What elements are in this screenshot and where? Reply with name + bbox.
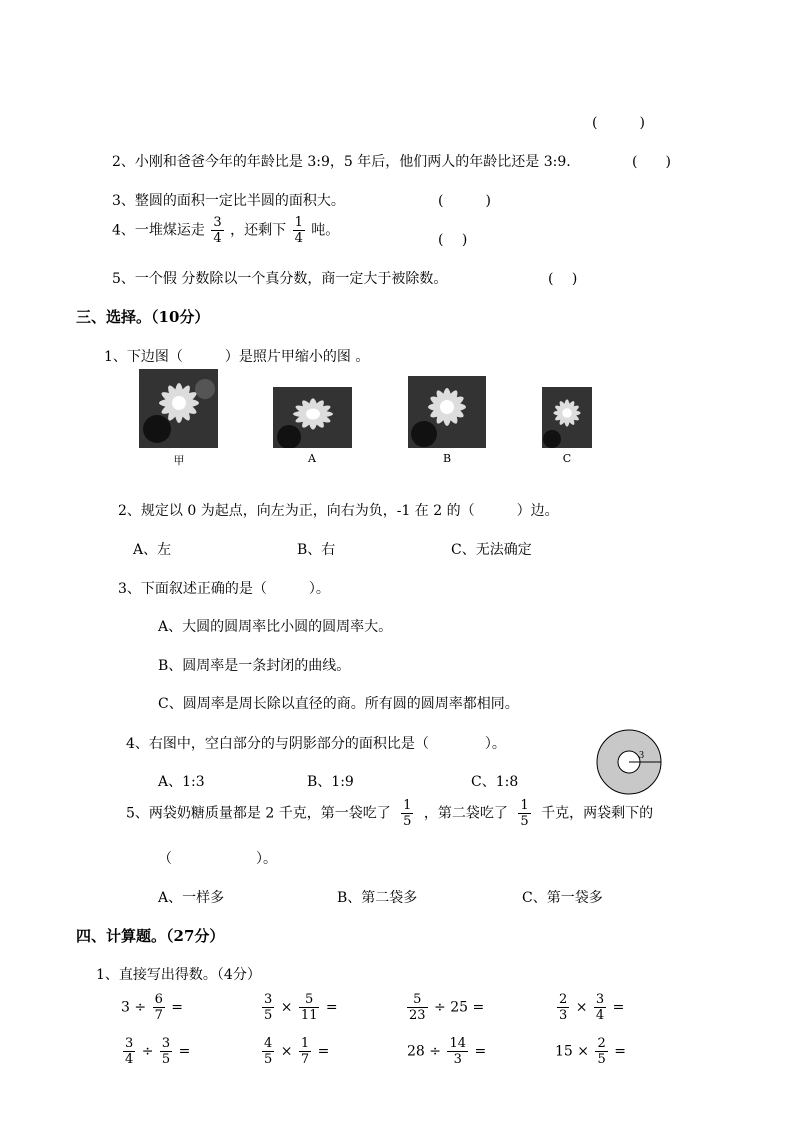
fraction <box>262 1036 274 1067</box>
fraction <box>211 215 223 246</box>
judge-item5-paren[interactable]: ( ) <box>548 271 578 287</box>
q3-option-b[interactable]: B、圆周率是一条封闭的曲线。 <box>158 658 351 674</box>
denominator: 5 <box>520 814 529 829</box>
denominator: 3 <box>559 1008 568 1023</box>
numerator: 5 <box>299 992 320 1008</box>
numerator: 3 <box>264 992 273 1007</box>
q5-option-b[interactable]: B、第二袋多 <box>337 890 418 906</box>
numerator: 1 <box>300 1036 310 1051</box>
q4-text: 4、右图中，空白部分的与阴影部分的面积比是（ ）。 <box>126 736 506 752</box>
denominator: 4 <box>125 1052 134 1067</box>
photo-label-jia: 甲 <box>173 454 185 467</box>
section3-heading: 三、选择。（10分） <box>76 308 210 326</box>
q5-text-a: 5、两袋奶糖质量都是 2 千克，第一袋吃了 <box>126 805 391 822</box>
equals: = <box>474 1043 487 1060</box>
equals: = <box>325 999 338 1016</box>
numerator: 1 <box>520 798 529 813</box>
denominator: 5 <box>161 1052 171 1067</box>
denominator: 7 <box>300 1052 310 1067</box>
q5-line2[interactable]: （ ）。 <box>158 851 277 867</box>
expr-2 <box>260 992 338 1023</box>
q3-option-c[interactable]: C、圆周率是周长除以直径的商。所有圆的圆周率都相同。 <box>158 696 519 712</box>
denominator: 4 <box>213 231 222 246</box>
fraction <box>123 1036 135 1067</box>
operator: × <box>280 999 293 1016</box>
q2-option-a[interactable]: A、左 <box>133 542 172 558</box>
judge-item2: 2、小刚和爸爸今年的年龄比是 3:9，5 年后，他们两人的年龄比还是 3:9. <box>112 154 571 170</box>
q3-option-a[interactable]: A、大圆的圆周率比小圆的圆周率大。 <box>158 619 393 635</box>
q4-option-b[interactable]: B、1:9 <box>307 774 354 790</box>
q5-option-c[interactable]: C、第一袋多 <box>522 890 603 906</box>
numerator: 3 <box>125 1036 134 1051</box>
judge-item4-paren[interactable]: ( ) <box>438 232 468 248</box>
expr-7 <box>407 1036 486 1067</box>
expr-3 <box>405 992 484 1023</box>
operator: × <box>575 999 588 1016</box>
q5-text-b: ，第二袋吃了 <box>423 805 508 822</box>
section4-heading: 四、计算题。（27分） <box>76 927 225 945</box>
judge-item1-paren[interactable]: ( ) <box>592 115 645 131</box>
q2-option-b[interactable]: B、右 <box>297 542 336 558</box>
expr-5 <box>121 1036 190 1067</box>
numerator: 6 <box>154 992 163 1007</box>
numerator: 4 <box>264 1036 273 1051</box>
fraction <box>401 798 413 829</box>
numerator: 2 <box>597 1036 606 1051</box>
fraction <box>299 992 320 1023</box>
denominator: 4 <box>294 231 303 246</box>
radius-label: 3 <box>639 750 644 761</box>
ring-figure <box>594 727 664 797</box>
denominator: 5 <box>403 814 412 829</box>
denominator: 7 <box>154 1008 163 1023</box>
expr-8 <box>555 1036 626 1067</box>
operator: ÷ <box>134 999 147 1016</box>
q2-option-c[interactable]: C、无法确定 <box>451 542 532 558</box>
equals: = <box>171 999 184 1016</box>
fraction <box>160 1036 172 1067</box>
fraction <box>595 1036 607 1067</box>
photo-label-c: C <box>562 452 572 465</box>
operator: × <box>577 1043 590 1060</box>
photo-b[interactable] <box>408 376 486 448</box>
denominator: 23 <box>409 1008 426 1023</box>
flower-icon <box>139 369 218 448</box>
fraction <box>447 1036 468 1067</box>
operand: 3 <box>121 999 130 1016</box>
denominator: 4 <box>595 1008 605 1023</box>
expr-6 <box>260 1036 329 1067</box>
fraction <box>518 798 530 829</box>
expr-4 <box>555 992 624 1023</box>
denominator: 11 <box>300 1008 318 1023</box>
photo-jia[interactable] <box>139 369 218 448</box>
photo-label-a: A <box>308 452 316 465</box>
equals: = <box>178 1043 191 1060</box>
numerator: 14 <box>449 1036 467 1051</box>
judge-item4-text-a: 4、一堆煤运走 <box>112 222 205 239</box>
q1-text: 1、下边图（ ）是照片甲缩小的图 。 <box>104 349 370 365</box>
judge-item3-paren[interactable]: ( ) <box>438 193 491 209</box>
denominator: 3 <box>453 1052 462 1067</box>
judge-item4-text-c: 吨。 <box>311 222 340 239</box>
equals: = <box>612 999 625 1016</box>
equals: = <box>317 1043 330 1060</box>
fraction <box>407 992 428 1023</box>
operator: ÷ <box>434 999 446 1016</box>
equals: = <box>614 1043 626 1060</box>
flower-icon <box>408 376 486 448</box>
photo-label-b: B <box>442 452 452 465</box>
flower-icon <box>542 387 592 448</box>
operand: 25 <box>450 999 469 1016</box>
fraction <box>262 992 274 1023</box>
photo-c[interactable] <box>542 387 592 448</box>
q4-option-a[interactable]: A、1:3 <box>158 774 205 790</box>
fraction <box>299 1036 311 1067</box>
q4-option-c[interactable]: C、1:8 <box>471 774 519 790</box>
section4-sub1: 1、直接写出得数。（4分） <box>96 967 261 983</box>
operator: ÷ <box>429 1043 442 1060</box>
q3-text: 3、下面叙述正确的是（ ）。 <box>118 581 330 597</box>
judge-item2-paren[interactable]: ( ) <box>632 154 671 170</box>
numerator: 3 <box>161 1036 171 1051</box>
q5-text <box>126 798 653 829</box>
fraction <box>293 215 305 246</box>
denominator: 5 <box>597 1052 606 1067</box>
photo-a[interactable] <box>273 387 352 448</box>
fraction <box>557 992 569 1023</box>
fraction <box>594 992 606 1023</box>
equals: = <box>472 999 485 1016</box>
numerator: 3 <box>213 215 222 230</box>
operator: ÷ <box>141 1043 154 1060</box>
expr-1 <box>121 992 183 1023</box>
operand: 28 <box>407 1043 425 1060</box>
numerator: 2 <box>559 992 568 1007</box>
numerator: 1 <box>403 798 412 813</box>
judge-item4 <box>112 215 339 246</box>
q2-text: 2、规定以 0 为起点，向左为正，向右为负，-1 在 2 的（ ）边。 <box>118 503 559 519</box>
numerator: 3 <box>595 992 605 1007</box>
flower-icon <box>273 387 352 448</box>
judge-item3: 3、整圆的面积一定比半圆的面积大。 <box>112 193 345 209</box>
operator: × <box>280 1043 293 1060</box>
q5-option-a[interactable]: A、一样多 <box>158 890 225 906</box>
denominator: 5 <box>264 1052 273 1067</box>
denominator: 5 <box>264 1008 273 1023</box>
numerator: 5 <box>407 992 428 1008</box>
operand: 15 <box>555 1043 573 1060</box>
q5-text-c: 千克，两袋剩下的 <box>541 805 654 822</box>
numerator: 1 <box>294 215 303 230</box>
fraction <box>153 992 165 1023</box>
judge-item5: 5、一个假 分数除以一个真分数，商一定大于被除数。 <box>112 271 448 287</box>
judge-item4-text-b: ，还剩下 <box>230 222 287 239</box>
